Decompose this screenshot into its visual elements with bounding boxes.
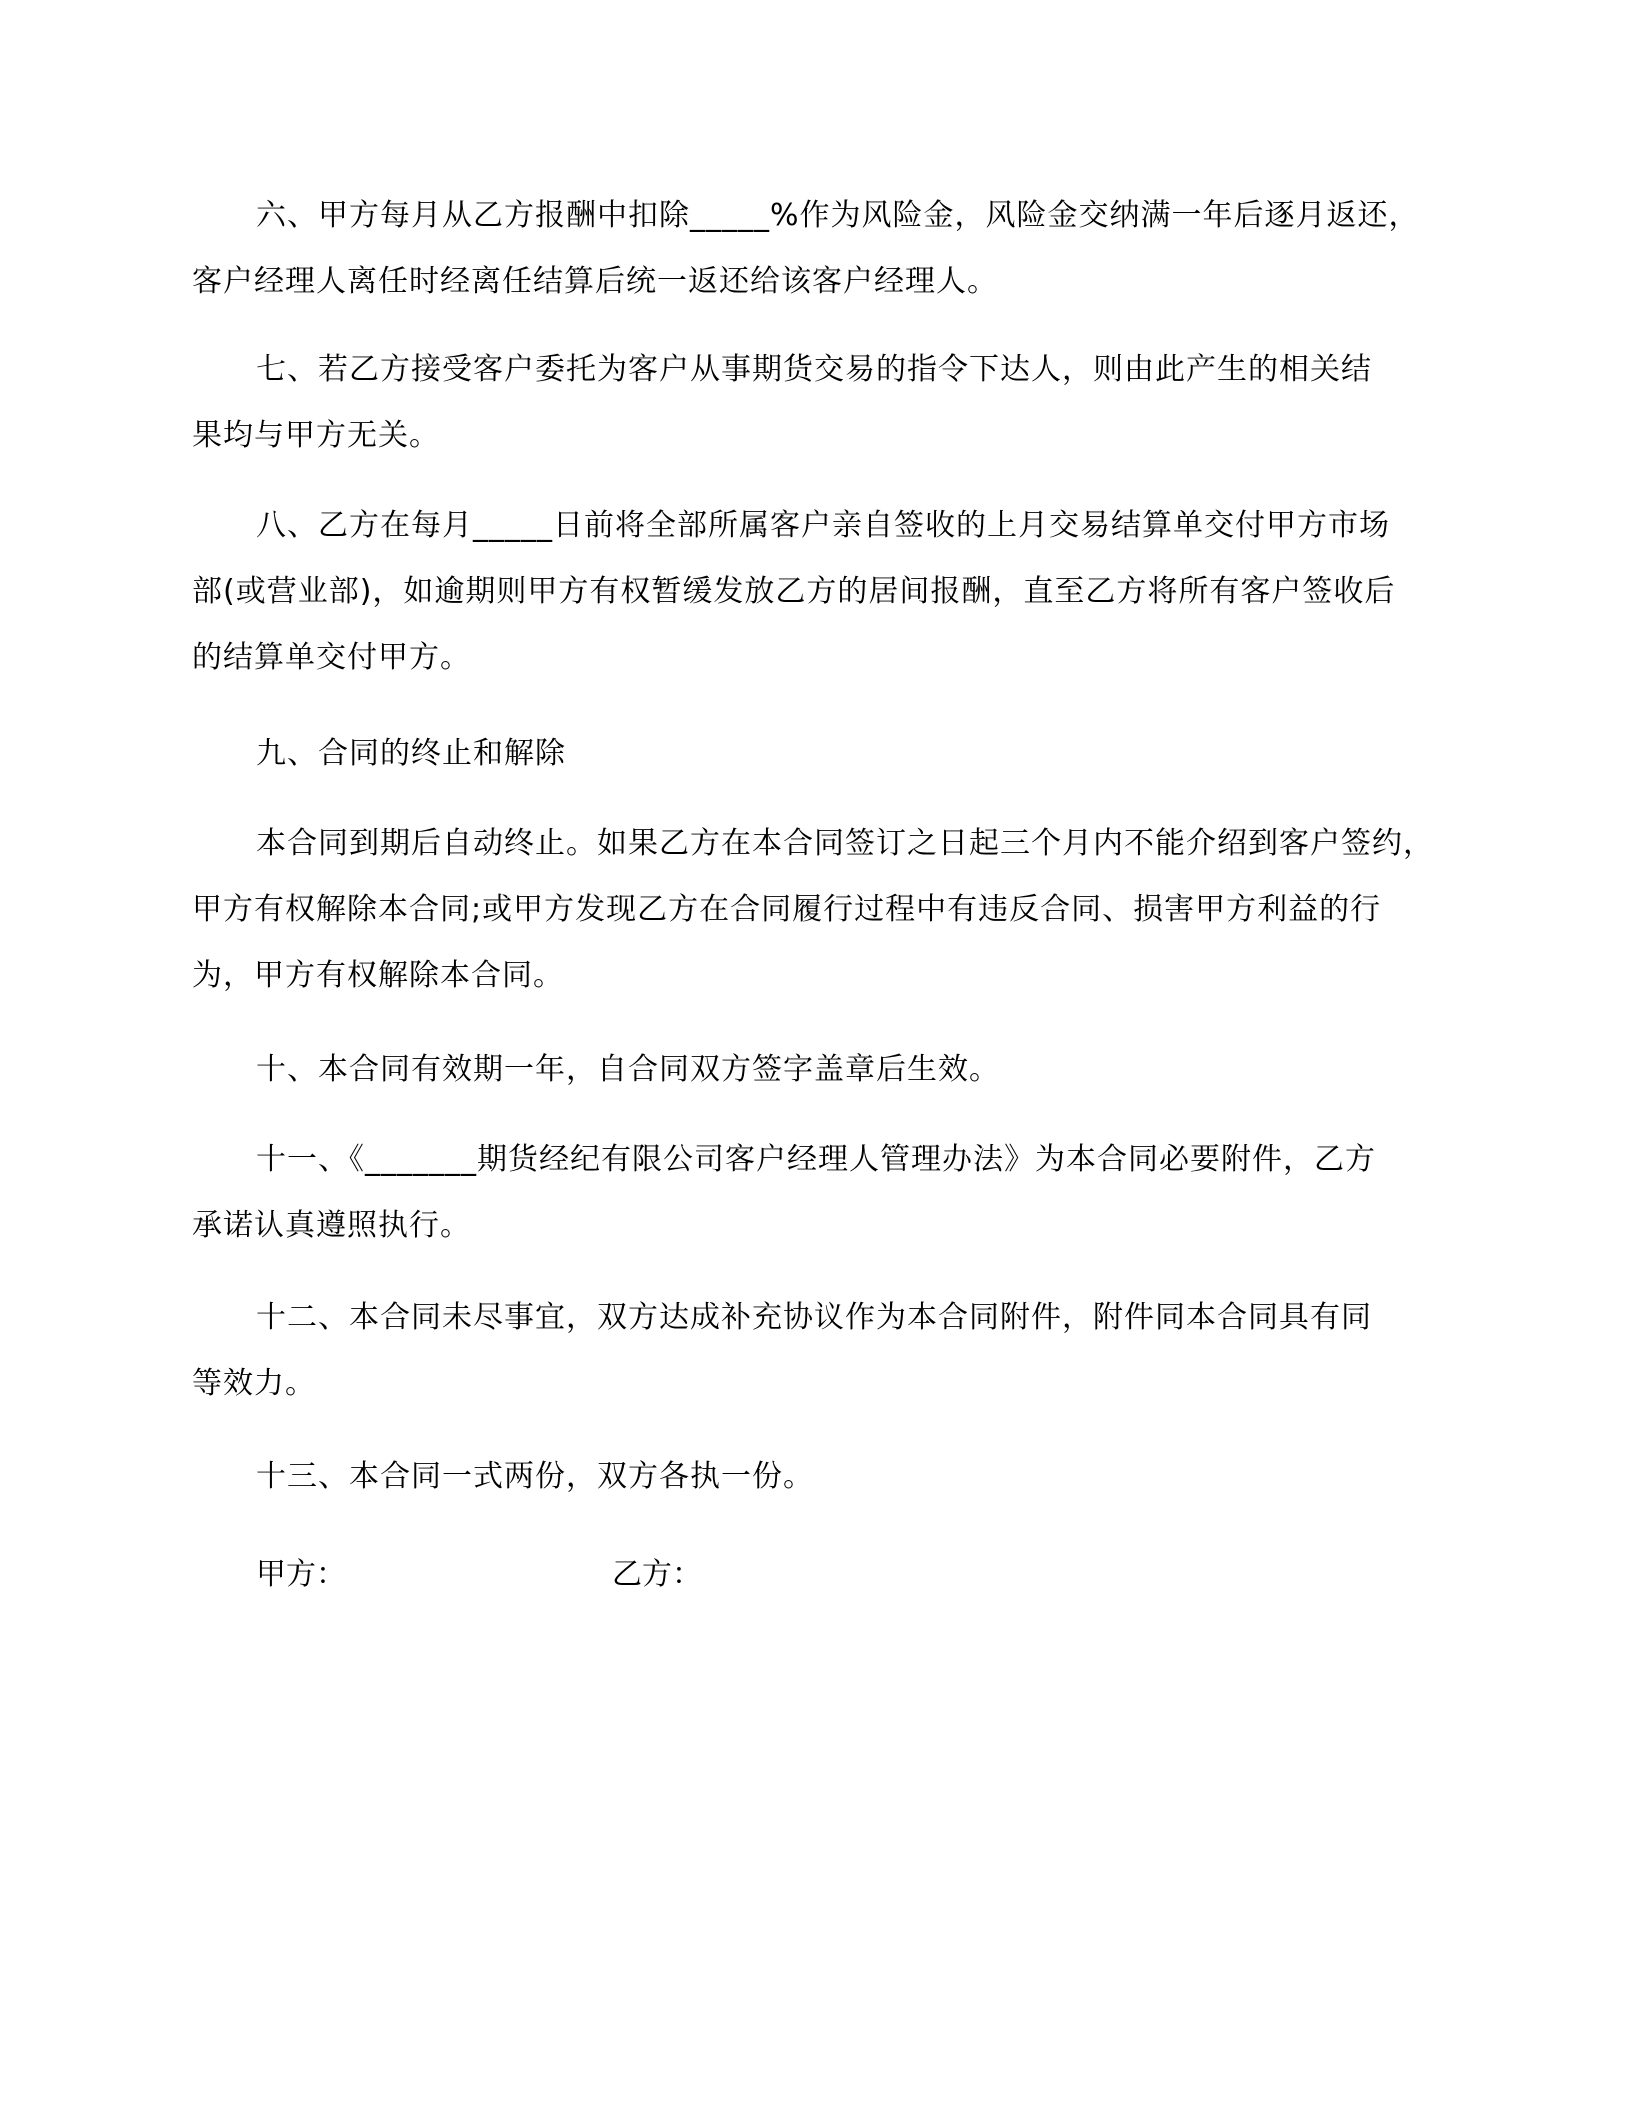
clause-eight-line-2: 部(或营业部)，如逾期则甲方有权暂缓发放乙方的居间报酬，直至乙方将所有客户签收后 xyxy=(192,574,1396,609)
clause-nine-body-line-2: 甲方有权解除本合同;或甲方发现乙方在合同履行过程中有违反合同、损害甲方利益的行 xyxy=(192,892,1382,927)
clause-eleven-line-1: 十一、《_______期货经纪有限公司客户经理人管理办法》为本合同必要附件，乙方 xyxy=(256,1142,1376,1177)
clause-six-line-1: 六、甲方每月从乙方报酬中扣除_____%作为风险金，风险金交纳满一年后逐月返还， xyxy=(256,198,1420,233)
clause-eight-line-1: 八、乙方在每月_____日前将全部所属客户亲自签收的上月交易结算单交付甲方市场 xyxy=(256,508,1390,543)
clause-nine-heading-line: 九、合同的终止和解除 xyxy=(256,736,566,771)
clause-eleven-line-2: 承诺认真遵照执行。 xyxy=(192,1208,471,1243)
clause-seven-line-2: 果均与甲方无关。 xyxy=(192,418,440,453)
clause-nine-body-line-1: 本合同到期后自动终止。如果乙方在本合同签订之日起三个月内不能介绍到客户签约， xyxy=(256,826,1434,861)
clause-thirteen-line: 十三、本合同一式两份，双方各执一份。 xyxy=(256,1459,814,1494)
party-a-signature-label: 甲方： xyxy=(256,1557,346,1592)
party-b-signature-label: 乙方： xyxy=(612,1557,702,1592)
clause-twelve-line-1: 十二、本合同未尽事宜，双方达成补充协议作为本合同附件，附件同本合同具有同 xyxy=(256,1300,1372,1335)
clause-seven-line-1: 七、若乙方接受客户委托为客户从事期货交易的指令下达人，则由此产生的相关结 xyxy=(256,352,1372,387)
clause-twelve-line-2: 等效力。 xyxy=(192,1366,316,1401)
clause-nine-body-line-3: 为，甲方有权解除本合同。 xyxy=(192,958,564,993)
clause-six-line-2: 客户经理人离任时经离任结算后统一返还给该客户经理人。 xyxy=(192,264,998,299)
clause-eight-line-3: 的结算单交付甲方。 xyxy=(192,640,471,675)
clause-ten-line: 十、本合同有效期一年，自合同双方签字盖章后生效。 xyxy=(256,1052,1000,1087)
